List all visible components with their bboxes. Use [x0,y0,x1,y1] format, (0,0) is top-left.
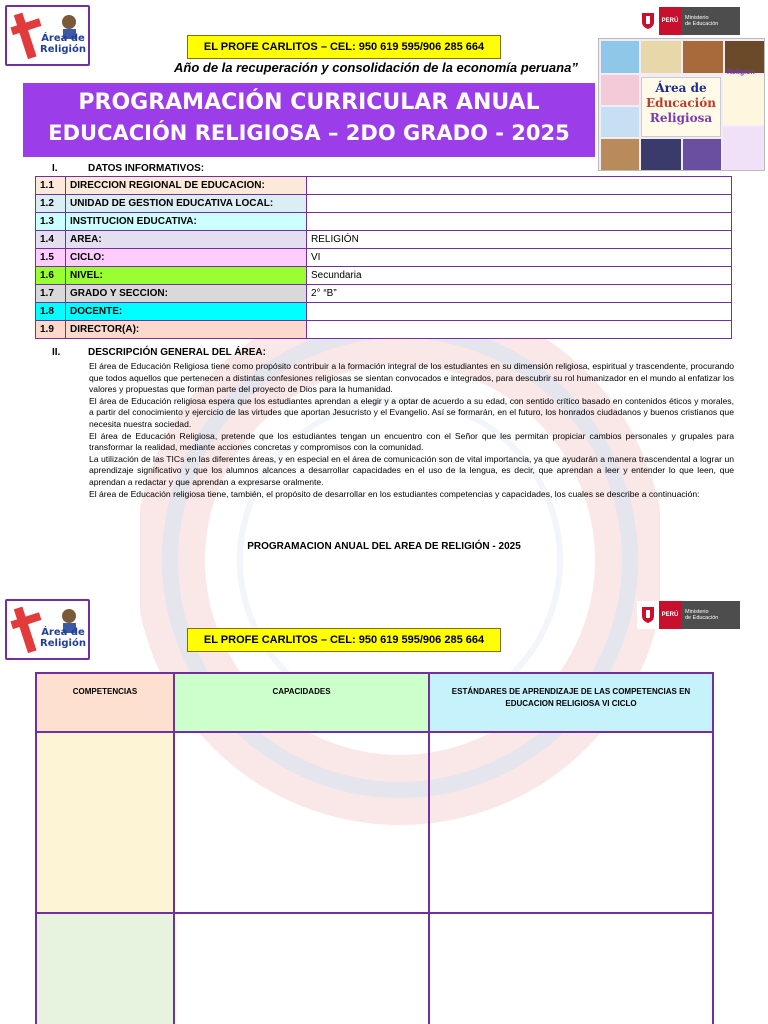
collage-corner-label: Religión [727,69,755,76]
estandar-cell [429,913,713,1024]
competencia-cell [36,913,174,1024]
collage-title [641,77,721,137]
info-row-label: CICLO: [66,249,307,267]
info-row-number: 1.2 [36,195,66,213]
section1-numeral: I. [52,163,58,174]
ministry-line1: Ministerio [685,608,709,615]
info-row-value: Secundaria [307,267,732,285]
year-motto: Año de la recuperación y consolidación de la economía peruana” [174,60,578,75]
ministry-country: PERÚ [659,601,681,629]
ministry-line1: Ministerio [685,14,709,21]
area-religion-logo [5,599,90,660]
collage-title-line1: Área de [655,81,707,95]
info-row-value [307,303,732,321]
info-row-value [307,213,732,231]
info-row [36,231,732,249]
header-capacidades: CAPACIDADES [174,673,429,732]
contact-banner: EL PROFE CARLITOS – CEL: 950 619 595/906 285 664 [187,35,501,59]
header-competencias: COMPETENCIAS [36,673,174,732]
estandar-cell [429,732,713,913]
page-title [23,83,595,157]
title-line1: PROGRAMACIÓN CURRICULAR ANUAL [78,90,540,115]
datos-informativos-table [35,176,732,339]
shield-icon [637,601,659,629]
title-line2: EDUCACIÓN RELIGIOSA – 2DO GRADO - 2025 [48,121,570,145]
info-row-value: 2° “B” [307,285,732,303]
info-row-value [307,177,732,195]
description-paragraph: El área de Educación Religiosa, pretende que los estudiantes tengan un encuentro con el Señor que les permitan propiciar cambios personales y grupales para transformar la realidad, mediante acciones concretas y compromisos con la comunidad. [89,430,734,453]
info-row-label: INSTITUCION EDUCATIVA: [66,213,307,231]
ministry-name [681,15,718,28]
section2-heading: DESCRIPCIÓN GENERAL DEL ÁREA: [88,347,266,358]
info-row-number: 1.6 [36,267,66,285]
info-row-number: 1.3 [36,213,66,231]
collage-title-line3: Religiosa [649,111,713,125]
info-row-value [307,195,732,213]
ministry-country: PERÚ [659,7,681,35]
competencias-table [35,672,714,1024]
info-row [36,285,732,303]
description-paragraph: El área de Educación religiosa espera que los estudiantes aprendan a elegir y a optar de acuerdo a su edad, con sentido crítico basado en contenidos éticos y morales, a partir del conocimiento y ejercicio de las virtudes que aportan Jesucristo y el Evangelio. Así se formarán, en el futuro, los honrados ciudadanos y buenos cristianos que necesita nuestra sociedad. [89,395,734,429]
competencia-cell [36,732,174,913]
ministry-name [681,609,718,622]
section1-heading: DATOS INFORMATIVOS: [88,163,205,174]
info-row [36,213,732,231]
info-row [36,177,732,195]
info-row [36,267,732,285]
info-row-number: 1.9 [36,321,66,339]
info-row-label: GRADO Y SECCION: [66,285,307,303]
info-row-number: 1.8 [36,303,66,321]
description-paragraph: El área de Educación religiosa tiene, también, el propósito de desarrollar en los estudiantes competencias y capacidades, los cuales se describe a continuación: [89,488,700,499]
ministry-line2: de Educación [685,21,719,27]
logo-label: Área de Religión [40,627,86,649]
info-row-value: RELIGIÓN [307,231,732,249]
info-row-label: DOCENTE: [66,303,307,321]
info-row-number: 1.7 [36,285,66,303]
program-title: PROGRAMACION ANUAL DEL AREA DE RELIGIÓN - 2025 [247,541,521,552]
ministry-badge [637,7,740,35]
capacidad-cell [174,913,429,1024]
info-row-value: VI [307,249,732,267]
header-estandares: ESTÁNDARES DE APRENDIZAJE DE LAS COMPETENCIAS EN EDUCACION RELIGIOSA VI CICLO [429,673,713,732]
capacidad-cell [174,732,429,913]
ministry-line2: de Educación [685,615,719,621]
info-row [36,195,732,213]
logo-label: Área de Religión [40,33,86,55]
section2-numeral: II. [52,347,61,358]
info-row-number: 1.1 [36,177,66,195]
info-row-label: AREA: [66,231,307,249]
info-row [36,303,732,321]
info-row [36,249,732,267]
description-paragraph: El área de Educación Religiosa tiene como propósito contribuir a la formación integral de los estudiantes en su dimensión religiosa, espiritual y trascendente, procurando que todos aquellos que pertenecen a distintas confesiones religiosas se sientan convocados e integrados, para descubrir su rol humanizador en el mundo al enfatizar los valores y propuestas que forman parte del proyecto de Dios para la humanidad. [89,361,734,395]
area-religion-logo [5,5,90,66]
info-row-label: DIRECCION REGIONAL DE EDUCACION: [66,177,307,195]
info-row-label: NIVEL: [66,267,307,285]
ministry-badge [637,601,740,629]
description-paragraph: La utilización de las TICs en las diferentes áreas, y en especial en el área de comunicación son de vital importancia, ya que ayudarán a manera trascendental a lograr un aprendizaje significativo y que los alumnos alcances a desarrollar capacidades en el uso de la lengua, es decir, que aprendan a leer y entender lo que leen, que aprendan a redactar y que aprendan a expresarse oralmente. [89,453,734,487]
info-row-label: UNIDAD DE GESTION EDUCATIVA LOCAL: [66,195,307,213]
collage-title-line2: Educación [646,96,716,110]
info-row-number: 1.4 [36,231,66,249]
shield-icon [637,7,659,35]
info-row-number: 1.5 [36,249,66,267]
info-row [36,321,732,339]
religion-collage-image [598,38,765,171]
info-row-label: DIRECTOR(A): [66,321,307,339]
area-description [89,361,734,500]
info-row-value [307,321,732,339]
contact-banner: EL PROFE CARLITOS – CEL: 950 619 595/906 285 664 [187,628,501,652]
